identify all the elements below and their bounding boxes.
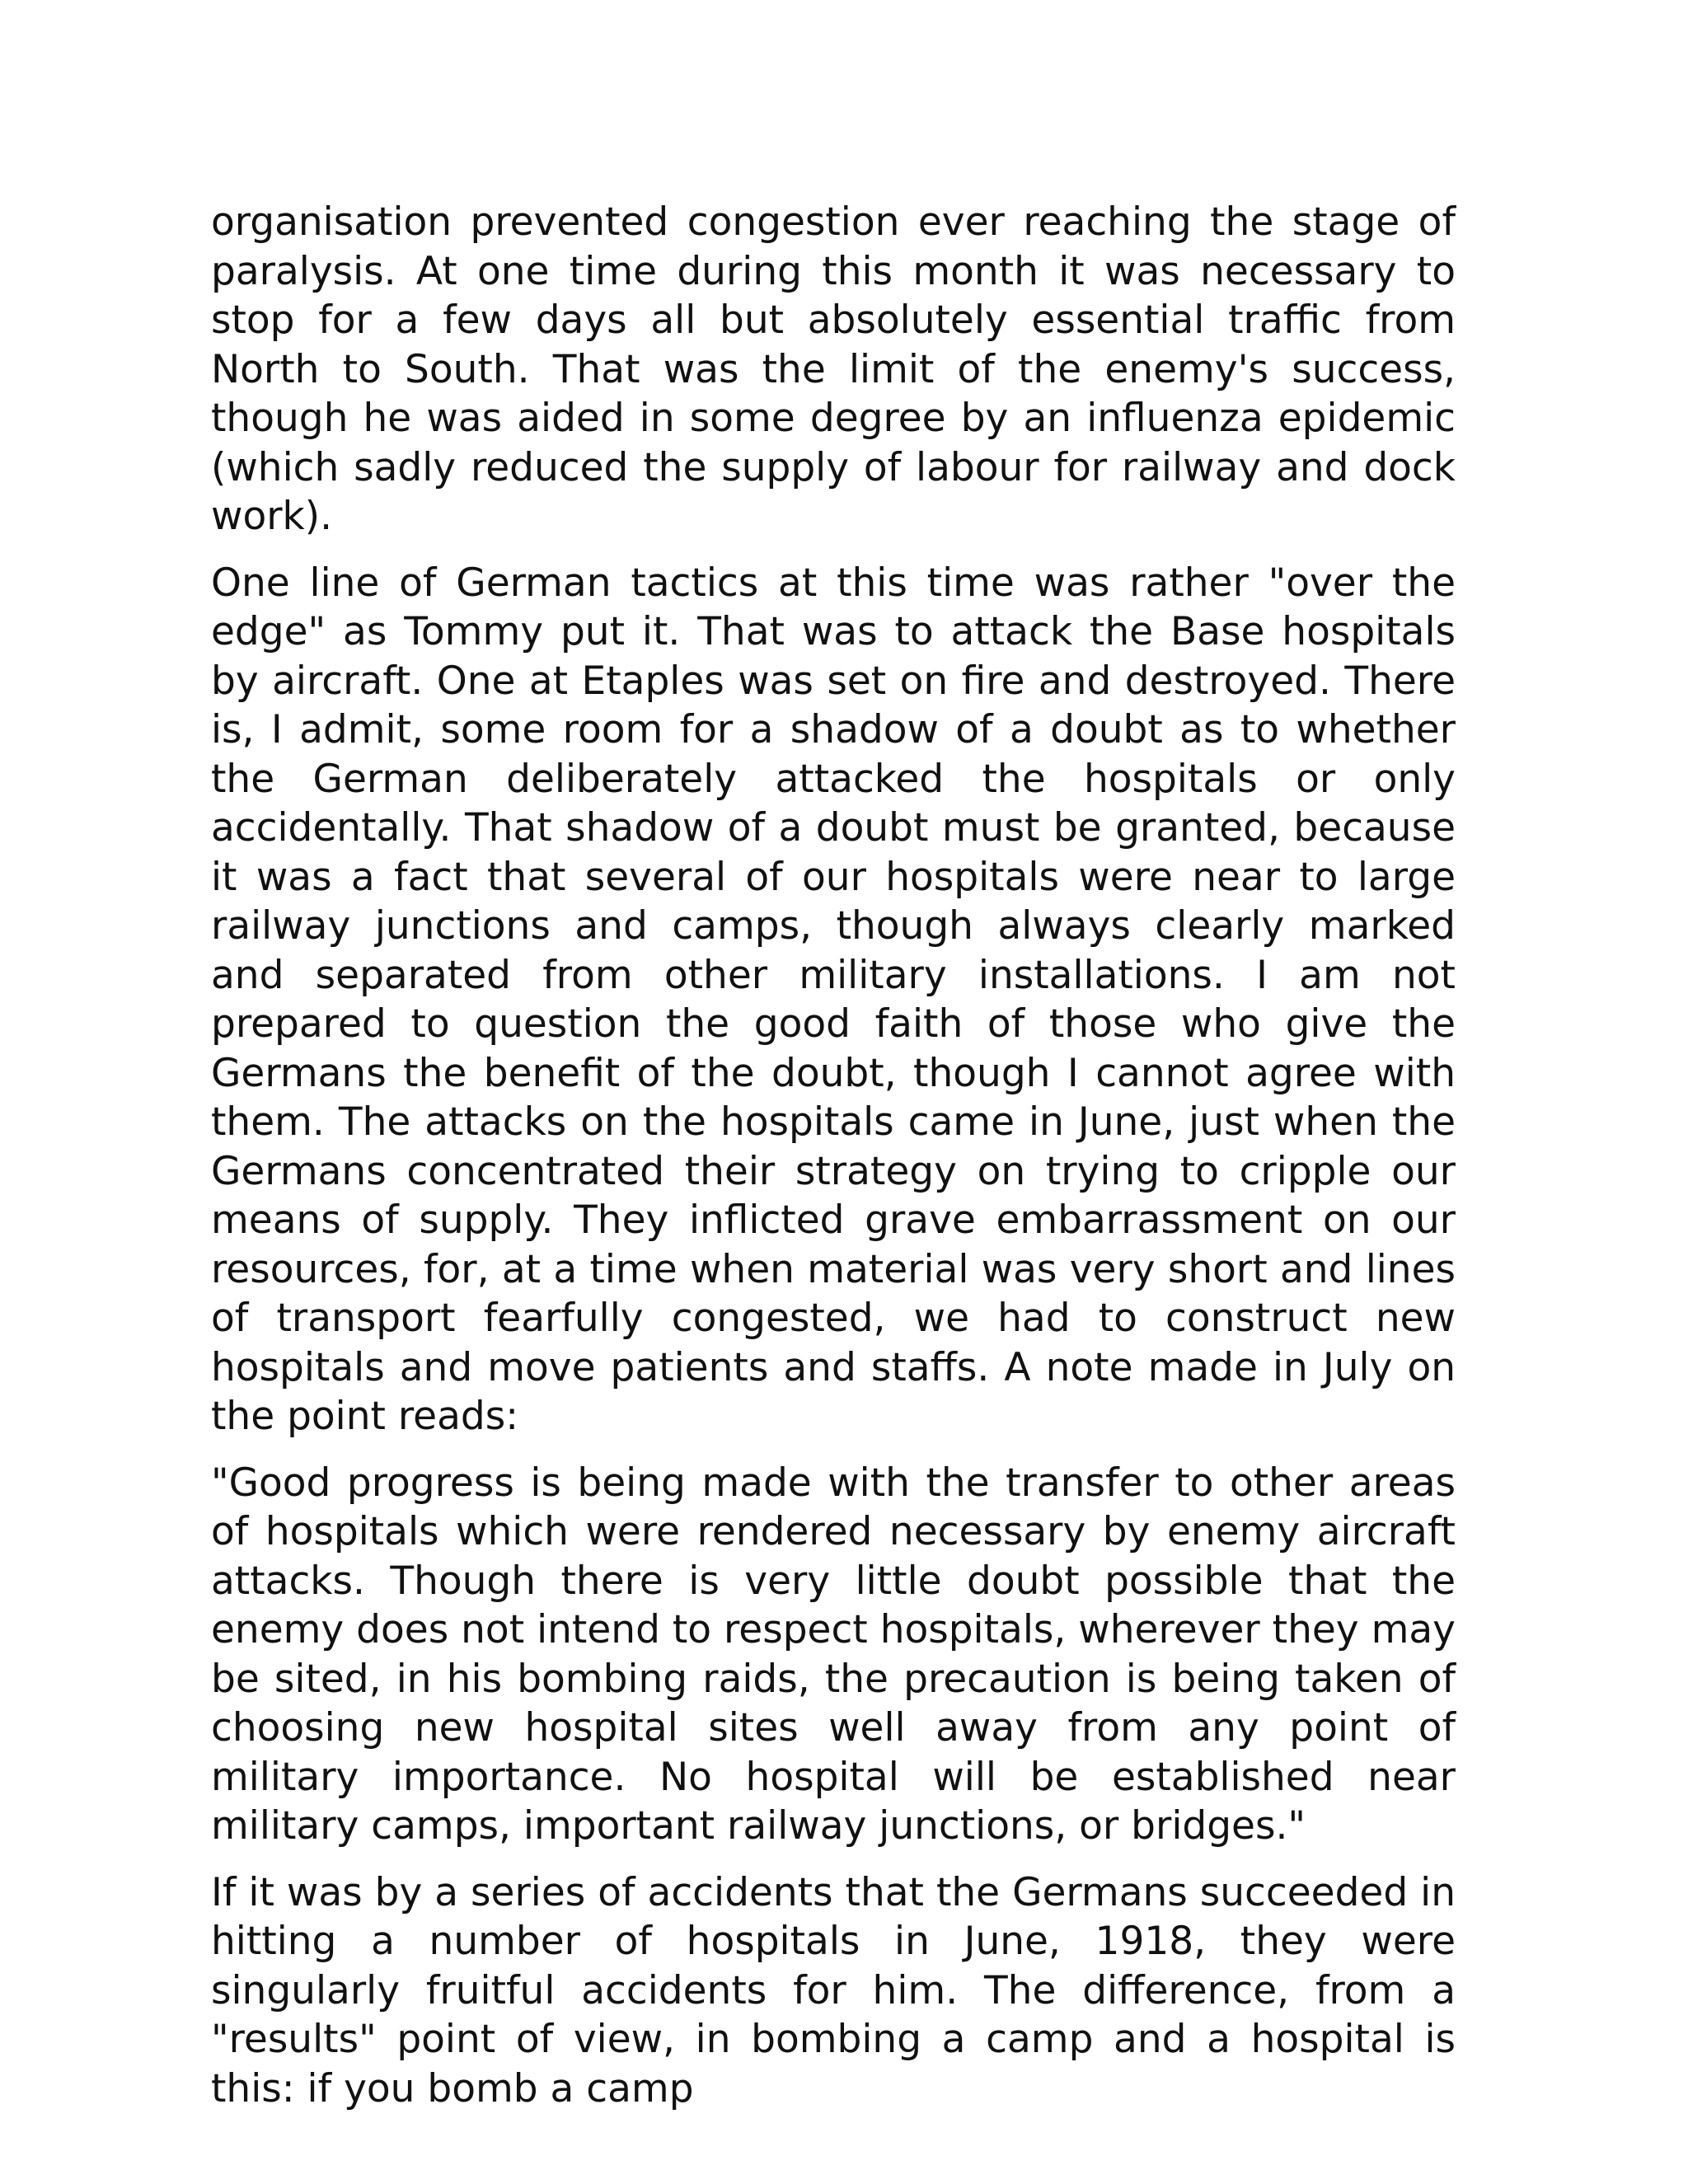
paragraph-3: "Good progress is being made with the transfer to other areas of hospitals which were rendered necessary by enemy aircraft attacks. Though there is very little doubt possible that the enemy does not intend to respect hospitals, wherever they may be sited, in his bombing raids, the precaution is being taken of choosing new hospital sites well away from any point of military importance. No hospital will be established near military camps, important railway junctions, or bridges." — [211, 1460, 1456, 1849]
paragraph-2: One line of German tactics at this time was rather "over the edge" as Tommy put it. That was to attack the Base hospitals by aircraft. One at Etaples was set on fire and destroyed. There is, I admit, some room for a shadow of a doubt as to whether the German deliberately attacked the hospitals or only accidentally. That shadow of a doubt must be granted, because it was a fact that several of our hospitals were near to large railway junctions and camps, though always clearly marked and separated from other military installations. I am not prepared to question the good faith of those who give the Germans the benefit of the doubt, though I cannot agree with them. The attacks on the hospitals came in June, just when the Germans concentrated their strategy on trying to cripple our means of supply. They inflicted grave embarrassment on our resources, for, at a time when material was very short and lines of transport fearfully congested, we had to construct new hospitals and move patients and staffs. A note made in July on the point reads: — [211, 560, 1456, 1439]
paragraph-1: organisation prevented congestion ever reaching the stage of paralysis. At one time during this month it was necessary to stop for a few days all but absolutely essential traffic from North to South. That was the limit of the enemy's success, though he was aided in some degree by an influenza epidemic (which sadly reduced the supply of labour for railway and dock work). — [211, 199, 1456, 539]
paragraph-4: If it was by a series of accidents that the Germans succeeded in hitting a number of hospitals in June, 1918, they were singularly fruitful accidents for him. The difference, from a "results" point of view, in bombing a camp and a hospital is this: if you bomb a camp — [211, 1869, 1456, 2111]
body-text — [211, 198, 1456, 2130]
